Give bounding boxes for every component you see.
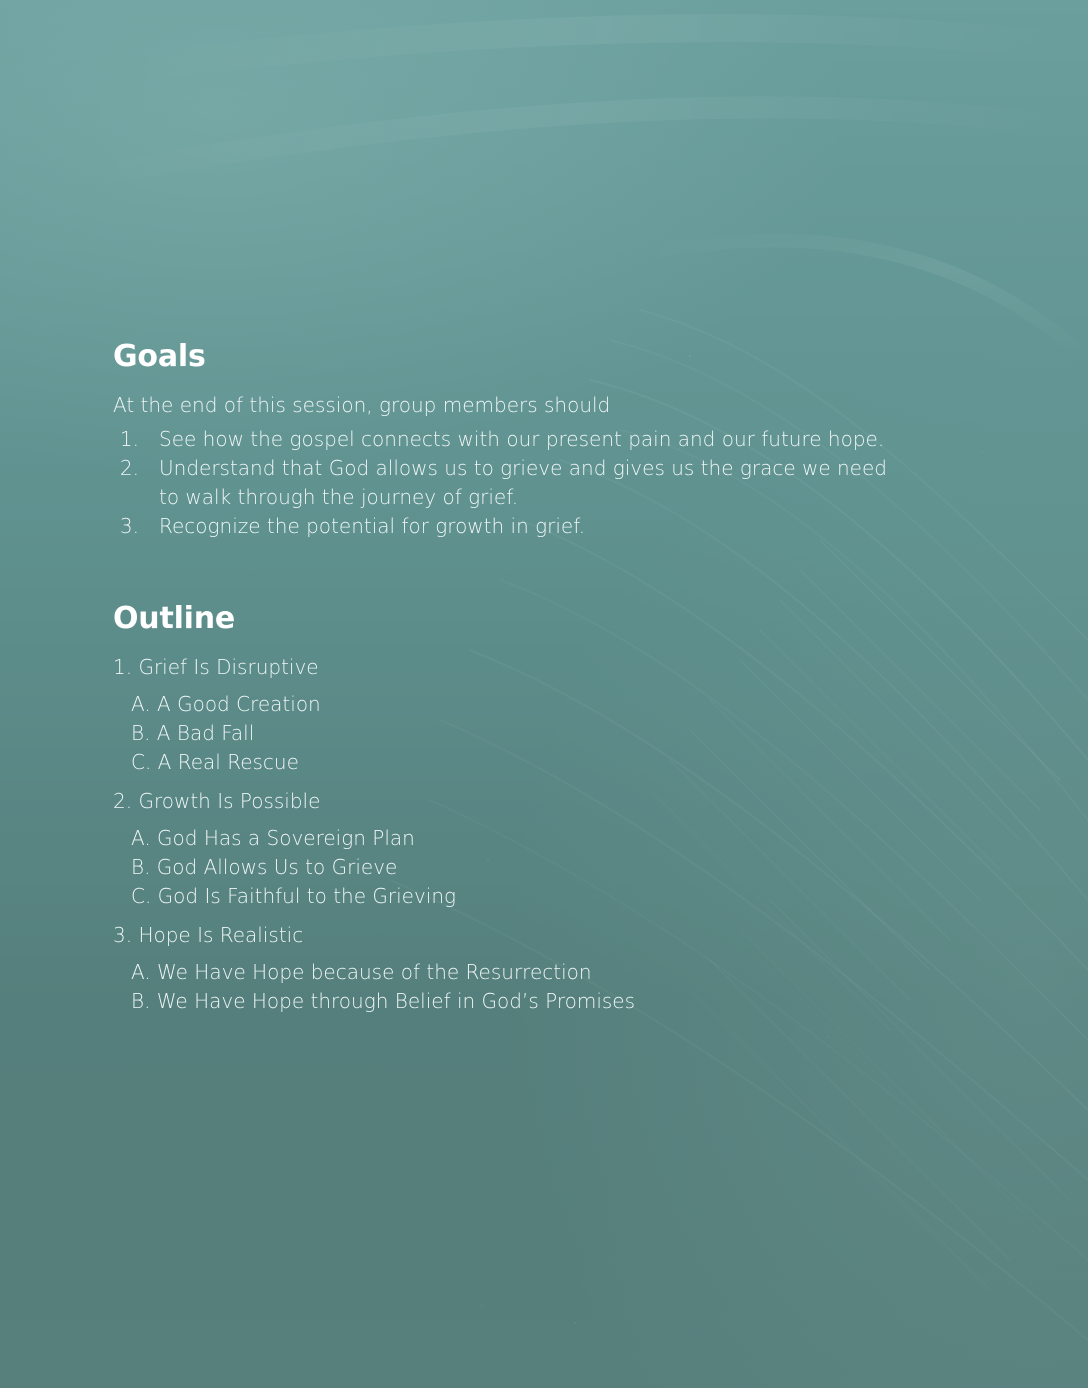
goals-intro: At the end of this session, group members should (113, 393, 611, 417)
goal-number: 1. (119, 427, 139, 451)
outline-subpoint: B. God Allows Us to Grieve (131, 855, 398, 879)
goals-list (113, 425, 973, 541)
outline-subpoint: C. A Real Rescue (131, 750, 299, 774)
outline-main-point: 3. Hope Is Realistic (113, 923, 304, 947)
goal-text: Recognize the potential for growth in grief. (159, 514, 586, 538)
goal-number: 2. (119, 456, 139, 480)
goals-section (113, 340, 973, 541)
goal-number: 3. (119, 514, 139, 538)
outline-subpoint-list (113, 958, 973, 1016)
outline-main-point: 2. Growth Is Possible (113, 789, 321, 813)
goal-text: See how the gospel connects with our present pain and our future hope. (159, 427, 885, 451)
outline-heading: Outline (113, 601, 236, 636)
main-content (113, 340, 973, 1026)
outline-subpoint: C. God Is Faithful to the Grieving (131, 884, 457, 908)
outline-subpoint: A. A Good Creation (131, 692, 321, 716)
outline-group (113, 921, 973, 1016)
outline-group (113, 653, 973, 777)
goal-text: Understand that God allows us to grieve and gives us the grace we need to walk through the journey of grief. (159, 456, 887, 509)
outline-subpoint: B. We Have Hope through Belief in God’s Promises (131, 989, 636, 1013)
outline-subpoint-list (113, 690, 973, 777)
outline-subpoint-list (113, 824, 973, 911)
outline-group (113, 787, 973, 911)
outline-section (113, 602, 973, 1016)
goal-item (113, 512, 973, 541)
outline-main-point: 1. Grief Is Disruptive (113, 655, 319, 679)
outline-subpoint: A. We Have Hope because of the Resurrection (131, 960, 592, 984)
outline-subpoint: B. A Bad Fall (131, 721, 255, 745)
goal-item (113, 454, 973, 512)
goal-item (113, 425, 973, 454)
goals-heading: Goals (113, 339, 206, 374)
outline-subpoint: A. God Has a Sovereign Plan (131, 826, 415, 850)
